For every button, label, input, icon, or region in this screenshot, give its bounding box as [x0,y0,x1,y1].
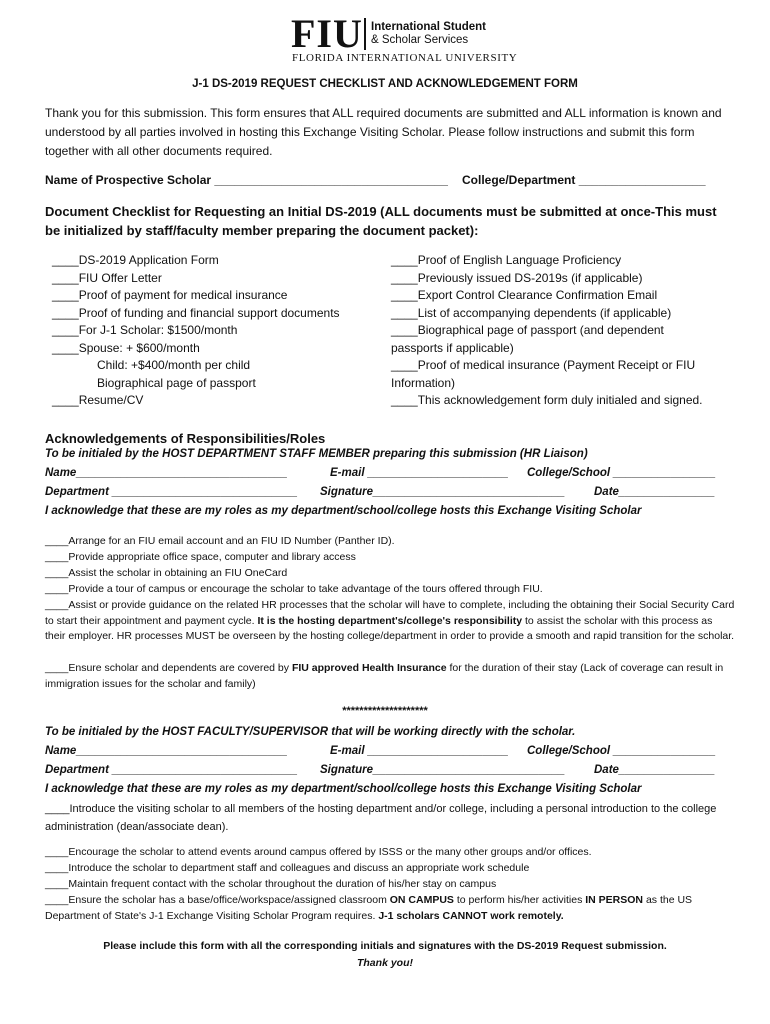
faculty-role-item: ____Encourage the scholar to attend events around campus offered by ISSS or the many other groups and/or offices. [45,846,592,858]
faculty-date-field: Date_______________ [594,764,715,776]
footer-thank-you: Thank you! [356,957,413,969]
checklist-item: ____Proof of payment for medical insurance [52,288,288,302]
checklist-item-continued: Information) [391,375,456,390]
intro-paragraph: Thank you for this submission. This form ensures that ALL required documents are submitted and ALL information is known and understood by all parties involved in hosting this Exchange Visiting Scholar. Please follow instructions and submit this form together with all other documents required. [45,106,722,158]
hr-name-field: Name_________________________________ [45,467,288,479]
faculty-role-item: ____Introduce the scholar to department staff and colleagues and discuss an appropriate work schedule [45,862,530,874]
faculty-college-field: College/School ________________ [527,745,716,757]
checklist-item: ____FIU Offer Letter [52,270,162,285]
hr-role-item: ____Provide appropriate office space, computer and library access [45,551,356,563]
form-title: J-1 DS-2019 REQUEST CHECKLIST AND ACKNOWLEDGEMENT FORM [192,78,578,90]
checklist-item: ____Proof of funding and financial support documents [52,305,340,320]
checklist-item: ____This acknowledgement form duly initialed and signed. [391,393,703,407]
faculty-role-item: ____Introduce the visiting scholar to all members of the hosting department and/or college, including a personal introduction to the college administration (dean/associate dean). [45,803,717,833]
checklist-item: ____For J-1 Scholar: $1500/month [52,323,238,337]
logo-wordmark: FIU [291,11,363,56]
hr-signature-field: Signature______________________________ [320,486,565,498]
hr-email-field: E-mail ______________________ [330,467,509,479]
faculty-email-field: E-mail ______________________ [330,745,509,757]
hr-role-item: ____Assist or provide guidance on the related HR processes that the scholar will have to complete, including the obtaining their Social Security Card to start their appointment and payment cycle. It is the hosting department's/college's responsibility to assist the scholar with this process as their employer. HR processes MUST be overseen by the hosting college/department in order to provide a smooth and rapid transition for the scholar. [45,599,735,642]
prospective-scholar-name-field: Name of Prospective Scholar ___________________________________ [45,173,448,187]
hr-role-item: ____Arrange for an FIU email account and an FIU ID Number (Panther ID). [45,535,395,547]
college-department-field: College/Department ___________________ [462,173,706,187]
hr-role-item: ____Assist the scholar in obtaining an FIU OneCard [45,567,288,579]
checklist-item: ____Proof of medical insurance (Payment Receipt or FIU [391,358,696,372]
acknowledgements-heading: Acknowledgements of Responsibilities/Roles [45,431,326,446]
faculty-acknowledgement-statement: I acknowledge that these are my roles as my department/school/college hosts this Exchange Visiting Scholar [45,783,642,795]
checklist-item: ____Spouse: + $600/month [52,340,200,355]
hr-role-item: ____Ensure scholar and dependents are covered by FIU approved Health Insurance for the duration of their stay (Lack of coverage can result in immigration issues for the scholar and family) [45,662,724,690]
checklist-subitem: Biographical page of passport [97,375,256,390]
checklist-item: ____Biographical page of passport (and dependent [391,323,664,337]
checklist-item: ____DS-2019 Application Form [52,253,219,267]
faculty-intro: To be initialed by the HOST FACULTY/SUPERVISOR that will be working directly with the scholar. [45,726,576,738]
checklist-subitem: Child: +$400/month per child [97,358,251,372]
checklist-item: ____Resume/CV [52,393,144,407]
faculty-department-field: Department _____________________________ [45,764,298,776]
checklist-item-continued: passports if applicable) [391,340,514,355]
hr-college-field: College/School ________________ [527,467,716,479]
logo-university: FLORIDA INTERNATIONAL UNIVERSITY [292,52,518,64]
hr-role-item: ____Provide a tour of campus or encourage the scholar to take advantage of the tours offered through FIU. [45,583,543,595]
checklist-item: ____Proof of English Language Proficiency [391,253,622,267]
logo-divider [364,18,366,50]
logo-dept-line1: International Student [371,21,486,33]
checklist-item: ____Export Control Clearance Confirmation Email [391,288,658,302]
checklist-item: ____Previously issued DS-2019s (if applicable) [391,270,643,285]
checklist-item: ____List of accompanying dependents (if applicable) [391,305,672,320]
hr-acknowledgement-statement: I acknowledge that these are my roles as my department/school/college hosts this Exchange Visiting Scholar [45,505,642,517]
hr-liaison-intro: To be initialed by the HOST DEPARTMENT STAFF MEMBER preparing this submission (HR Liaison) [45,448,588,460]
faculty-signature-field: Signature______________________________ [320,764,565,776]
section-separator: ******************** [342,705,428,717]
footer-instruction: Please include this form with all the corresponding initials and signatures with the DS-2019 Request submission. [103,940,667,952]
faculty-role-item: ____Maintain frequent contact with the scholar throughout the duration of his/her stay on campus [45,878,497,890]
faculty-role-item: ____Ensure the scholar has a base/office/workspace/assigned classroom ON CAMPUS to perform his/her activities IN PERSON as the US Department of State's J-1 Exchange Visiting Scholar Program requires. J-1 scholars CANNOT work remotely. [45,894,693,922]
hr-department-field: Department _____________________________ [45,486,298,498]
faculty-name-field: Name_________________________________ [45,745,288,757]
hr-date-field: Date_______________ [594,486,715,498]
checklist-heading: Document Checklist for Requesting an Initial DS-2019 (ALL documents must be submitted at once-This must be initialized by staff/faculty member preparing the document packet): [45,204,717,238]
logo-dept-line2: & Scholar Services [371,34,469,46]
